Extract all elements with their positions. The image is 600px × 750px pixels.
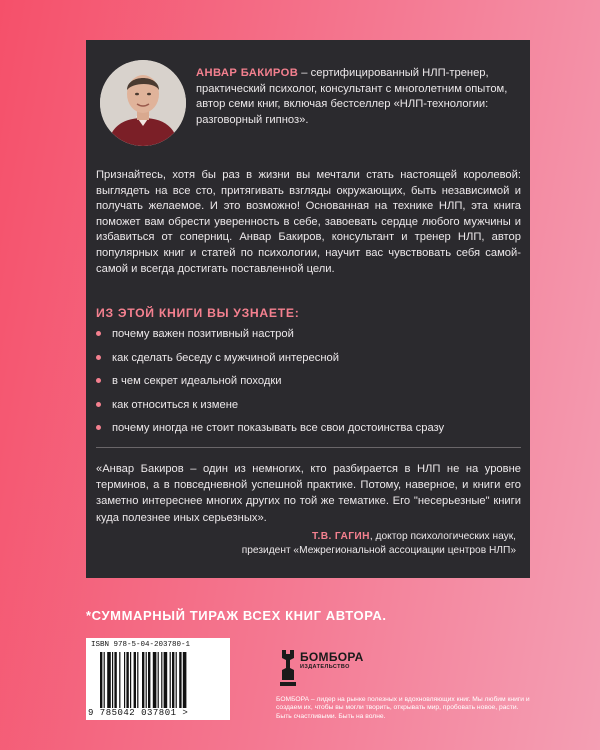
author-bio-text: – сертифицированный НЛП-тренер, практический психолог, консультант с многолетним опытом, автор семи книг, включая бестселлер «НЛП-технологии: разговорный гипноз». (196, 67, 508, 126)
barcode-bar (119, 652, 120, 708)
barcode-bar (126, 652, 128, 708)
barcode-bar (130, 652, 131, 708)
barcode-block (86, 638, 230, 720)
learn-list (96, 326, 444, 444)
barcode-bar (161, 652, 162, 708)
author-bio (196, 66, 516, 128)
barcode-bar (176, 652, 177, 708)
barcode-icon (100, 652, 218, 708)
list-item (96, 420, 444, 444)
barcode-bar (112, 652, 113, 708)
bullet-icon (96, 331, 101, 336)
barcode-bar (148, 652, 150, 708)
barcode-bar (142, 652, 144, 708)
barcode-bar (124, 652, 125, 708)
list-item (96, 373, 444, 397)
back-cover-panel (86, 40, 530, 578)
author-portrait-icon (100, 60, 186, 146)
barcode-bar (170, 652, 171, 708)
barcode-bar (158, 652, 159, 708)
review-quote: «Анвар Бакиров – один из немногих, кто разбирается в НЛП не на уровне терминов, а в повседневной успешной практике. Потому, наверное, и книги его заметно интереснее многих других по той же тематике. Его "несерьезные" книги куда полезнее иных серьезных». (96, 463, 521, 524)
bullet-icon (96, 378, 101, 383)
quote-author-title: , доктор психологических наук, (369, 531, 516, 542)
barcode-bar (137, 652, 138, 708)
barcode-bar (134, 652, 136, 708)
barcode-bar (114, 652, 116, 708)
barcode-bar (172, 652, 174, 708)
barcode-bar (107, 652, 111, 708)
author-photo (100, 60, 186, 146)
quote-author: Т.В. ГАГИН (312, 531, 370, 542)
circulation-note: *СУММАРНЫЙ ТИРАЖ ВСЕХ КНИГ АВТОРА. (86, 608, 387, 623)
isbn: ISBN 978-5-04-203780-1 (91, 641, 191, 649)
bullet-icon (96, 425, 101, 430)
book-description: Признайтесь, хотя бы раз в жизни вы мечтали стать настоящей королевой: выглядеть на все сто, притягивать взгляды окружающих, быть независимой и получать желаемое. И это возможно! Основанная на технике НЛП, эта книга поможет вам обрести уверенность в себе, завоевать сердце любого мужчины и избавиться от соперниц. Анвар Бакиров, консультант и тренер НЛП, автор популярных книг и статей по психологии, научит вас чувствовать себя самой-самой и всегда достигать поставленной цели. (96, 169, 521, 275)
section-divider (96, 447, 521, 448)
list-item (96, 350, 444, 374)
list-item-text: как относиться к измене (112, 398, 239, 411)
publisher-subtitle: ИЗДАТЕЛЬСТВО (300, 664, 350, 670)
list-item-text: как сделать беседу с мужчиной интересной (112, 351, 339, 364)
barcode-bar (146, 652, 147, 708)
quote-author-position: президент «Межрегиональной ассоциации центров НЛП» (241, 545, 516, 556)
list-item-text: почему иногда не стоит показывать все свои достоинства сразу (112, 422, 445, 434)
barcode-bar (100, 652, 102, 708)
bullet-icon (96, 355, 101, 360)
list-item (96, 397, 444, 421)
quote-attribution (156, 530, 516, 558)
bullet-icon (96, 402, 101, 407)
barcode-number: 9 785042 037801 > (88, 708, 189, 718)
list-item-text: в чем секрет идеальной походки (112, 375, 282, 387)
publisher-name: БОМБОРА (300, 650, 364, 664)
publisher-tagline: БОМБОРА – лидер на рынке полезных и вдохновляющих книг. Мы любим книги и создаем их, чтобы вы могли творить, открывать мир, пробовать новое, расти. Быть счастливыми. Быть на волне. (276, 696, 530, 720)
barcode-bar (179, 652, 181, 708)
list-item-text: почему важен позитивный настрой (112, 328, 294, 340)
barcode-bar (183, 652, 187, 708)
barcode-bar (153, 652, 157, 708)
barcode-bar (164, 652, 168, 708)
learn-heading: ИЗ ЭТОЙ КНИГИ ВЫ УЗНАЕТЕ: (96, 306, 300, 320)
author-name: АНВАР БАКИРОВ (196, 67, 299, 79)
list-item (96, 326, 444, 350)
barcode-bar (104, 652, 105, 708)
